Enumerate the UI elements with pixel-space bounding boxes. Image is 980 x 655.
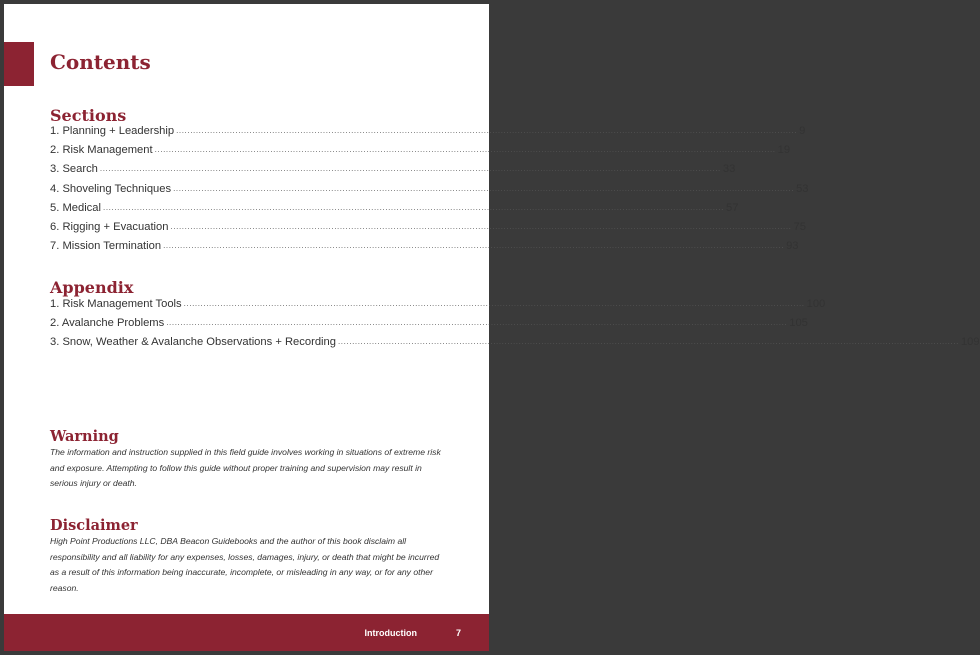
toc-entry-page: 19 xyxy=(777,144,791,157)
toc-entry-page: 105 xyxy=(789,317,808,330)
disclaimer-text: High Point Productions LLC, DBA Beacon Guidebooks and the author of this book disclaim all responsibility and all liability for any expenses, losses, damages, injury, or death that might be incurred as a result of this information being inaccurate, incomplete, or misleading in any way, or for any other reason. xyxy=(50,536,440,593)
toc-entry-page: 33 xyxy=(722,163,736,176)
sections-toc-list xyxy=(50,125,809,259)
sections-heading: Sections xyxy=(50,106,127,125)
dot-leader: ............................................................................................................................................................................................................................ xyxy=(173,183,795,193)
toc-entry-page: 9 xyxy=(799,125,806,137)
footer-page-number: 7 xyxy=(455,628,461,638)
appendix-toc-list xyxy=(50,298,980,356)
toc-entry[interactable] xyxy=(50,240,799,259)
book-page xyxy=(4,4,980,651)
toc-entry[interactable] xyxy=(50,125,806,144)
toc-entry-label: 6. Rigging + Evacuation xyxy=(50,220,169,233)
toc-entry[interactable] xyxy=(50,144,791,163)
appendix-heading: Appendix xyxy=(50,278,134,297)
warning-heading: Warning xyxy=(50,428,119,445)
toc-entry-label: 3. Search xyxy=(50,163,98,176)
corner-accent-bar xyxy=(4,42,34,86)
footer-section-name: Introduction xyxy=(364,628,417,638)
dot-leader: ............................................................................................................................................................................................................................ xyxy=(170,221,792,231)
toc-entry[interactable] xyxy=(50,163,736,182)
toc-entry[interactable] xyxy=(50,336,980,355)
toc-entry-label: 7. Mission Termination xyxy=(50,240,162,253)
toc-entry-page: 75 xyxy=(793,220,806,233)
toc-entry-page: 93 xyxy=(786,240,799,253)
dot-leader: ............................................................................................................................................................................................................................ xyxy=(183,299,805,308)
toc-entry[interactable] xyxy=(50,182,809,202)
dot-leader: ............................................................................................................................................................................................................................ xyxy=(176,126,798,135)
toc-entry[interactable] xyxy=(50,201,739,221)
page-footer xyxy=(4,614,489,651)
toc-entry[interactable] xyxy=(50,317,808,336)
page-title: Contents xyxy=(50,50,151,74)
toc-entry[interactable] xyxy=(50,298,826,317)
toc-entry-label: 5. Medical xyxy=(50,201,101,214)
toc-entry-page: 53 xyxy=(796,182,809,195)
dot-leader: ............................................................................................................................................................................................................................ xyxy=(154,145,776,155)
toc-entry-page: 57 xyxy=(725,201,739,214)
toc-entry-label: 3. Snow, Weather & Avalanche Observations + Recording xyxy=(50,336,336,349)
toc-entry-page: 109 xyxy=(960,336,980,349)
dot-leader: ............................................................................................................................................................................................................................ xyxy=(163,241,785,251)
warning-text: The information and instruction supplied in this field guide involves working in situations of extreme risk and exposure. Attempting to follow this guide without proper training and supervision may result in serious injury or death. xyxy=(50,447,441,488)
disclaimer-heading: Disclaimer xyxy=(50,517,138,534)
dot-leader: ............................................................................................................................................................................................................................ xyxy=(103,202,724,212)
dot-leader: ............................................................................................................................................................................................................................ xyxy=(166,318,788,328)
toc-entry-label: 1. Risk Management Tools xyxy=(50,298,182,310)
toc-entry-label: 1. Planning + Leadership xyxy=(50,125,175,137)
dot-leader: ............................................................................................................................................................................................................................ xyxy=(337,337,959,347)
toc-entry-label: 4. Shoveling Techniques xyxy=(50,182,172,195)
dot-leader: ............................................................................................................................................................................................................................ xyxy=(99,164,721,174)
toc-entry-page: 100 xyxy=(806,298,826,310)
toc-entry[interactable] xyxy=(50,220,806,240)
toc-entry-label: 2. Avalanche Problems xyxy=(50,317,165,330)
toc-entry-label: 2. Risk Management xyxy=(50,144,153,157)
